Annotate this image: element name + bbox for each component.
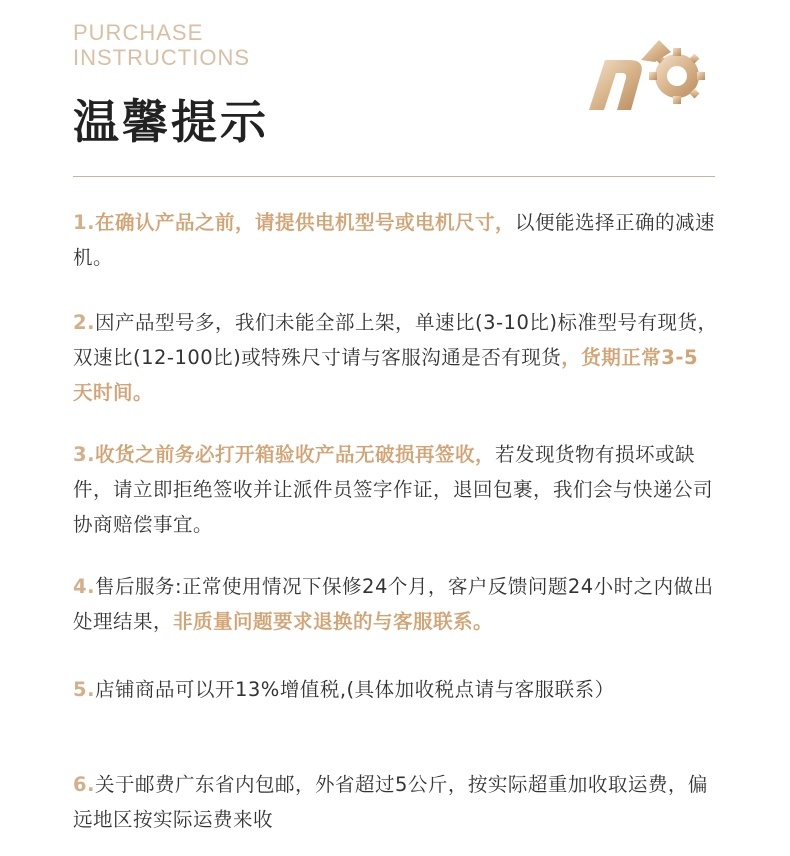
item-highlight: 在确认产品之前，请提供电机型号或电机尺寸， — [94, 211, 515, 234]
instruction-item-3 — [73, 437, 718, 542]
item-number: 4. — [73, 575, 95, 598]
item-text: 关于邮费广东省内包邮，外省超过5公斤，按实际超重加收取运费，偏远地区按实际运费来收 — [73, 773, 708, 831]
instruction-item-2 — [73, 305, 718, 410]
logo-n-shape — [589, 60, 642, 110]
instruction-item-1 — [73, 205, 718, 275]
instruction-item-6 — [73, 767, 718, 837]
item-highlight: 收货之前务必打开箱验收产品无破损再签收， — [94, 443, 495, 466]
item-text: 以便能选择正确的减速机。 — [73, 211, 716, 269]
en-title-line1: PURCHASE — [73, 20, 204, 45]
header-en-title — [73, 20, 250, 70]
instruction-item-4 — [73, 569, 718, 639]
item-number: 1. — [73, 211, 95, 234]
header-divider — [73, 176, 715, 177]
item-text: 售后服务:正常使用情况下保修24个月，客户反馈问题24小时之内做出处理结果， — [73, 575, 714, 633]
item-highlight: ，货期正常3-5天时间。 — [73, 346, 699, 404]
item-number: 6. — [73, 773, 95, 796]
brand-logo-icon — [585, 32, 710, 112]
item-number: 2. — [73, 311, 95, 334]
item-text: 若发现货物有损坏或缺件，请立即拒绝签收并让派件员签字作证，退回包裹，我们会与快递公司协商赔偿事宜。 — [73, 443, 714, 536]
item-text: 店铺商品可以开13%增值税,(具体加收税点请与客服联系） — [94, 678, 615, 701]
item-text: 因产品型号多，我们未能全部上架，单速比(3-10比)标准型号有现货，双速比(12-100比)或特殊尺寸请与客服沟通是否有现货 — [73, 311, 718, 369]
en-title-line2: INSTRUCTIONS — [73, 45, 250, 70]
instruction-item-5 — [73, 672, 718, 707]
item-number: 3. — [73, 443, 95, 466]
page-title: 温馨提示 — [73, 95, 269, 149]
item-highlight: 非质量问题要求退换的与客服联系。 — [173, 610, 494, 633]
item-number: 5. — [73, 678, 95, 701]
